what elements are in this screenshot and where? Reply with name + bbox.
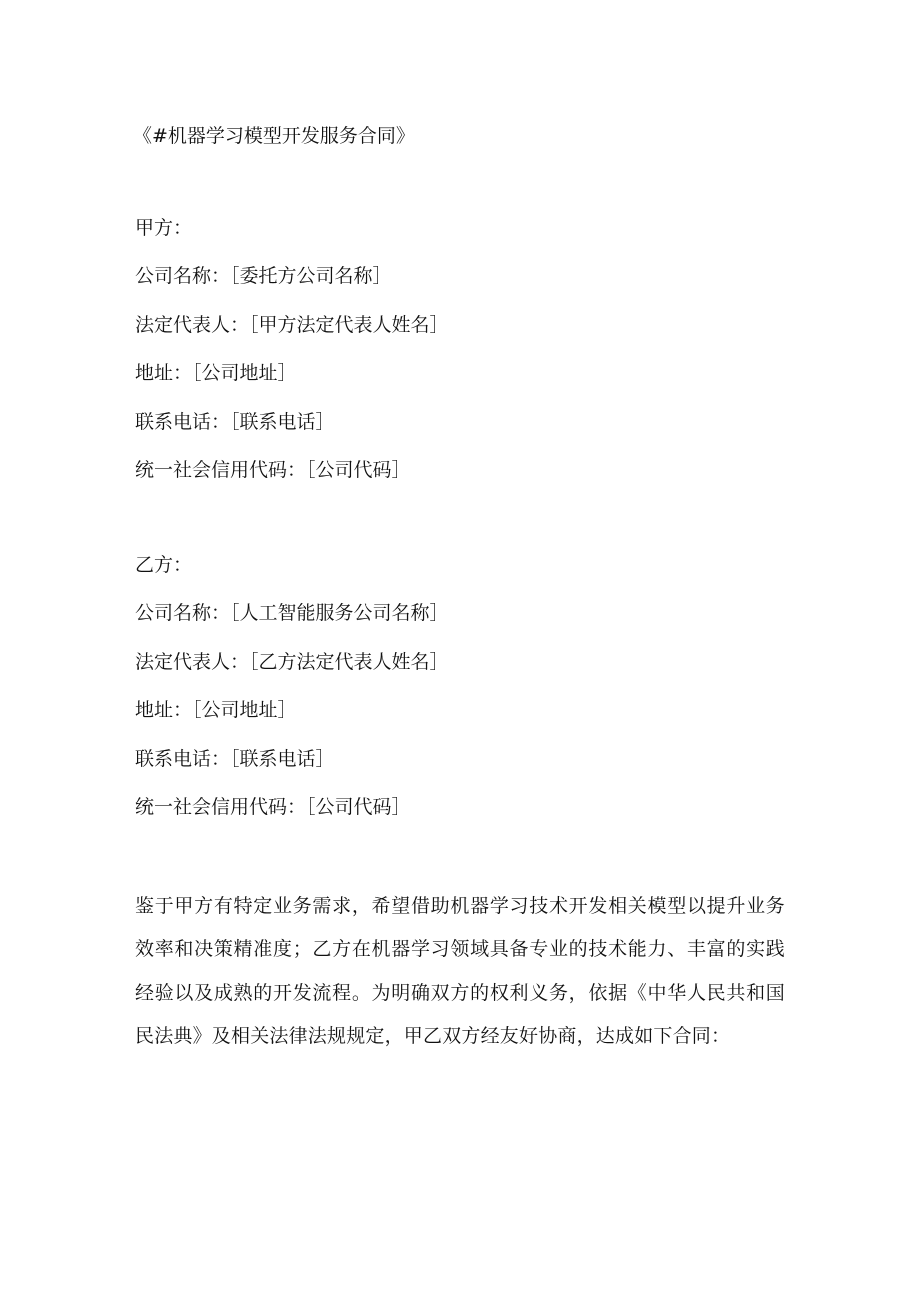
party-b-credit-code: 统一社会信用代码：［公司代码］ <box>135 795 411 818</box>
document-title: 《#机器学习模型开发服务合同》 <box>133 125 415 147</box>
party-a-phone: 联系电话：［联系电话］ <box>135 410 335 433</box>
party-b-phone: 联系电话：［联系电话］ <box>135 747 335 770</box>
party-b-legal-rep: 法定代表人：［乙方法定代表人姓名］ <box>135 650 449 673</box>
party-b-section <box>135 551 835 841</box>
party-a-credit-code: 统一社会信用代码：［公司代码］ <box>135 458 411 481</box>
preamble-paragraph: 鉴于甲方有特定业务需求，希望借助机器学习技术开发相关模型以提升业务效率和决策精准度；乙方在机器学习领域具备专业的技术能力、丰富的实践经验以及成熟的开发流程。为明确双方的权利义务，依据《中华人民共和国民法典》及相关法律法规规定，甲乙双方经友好协商，达成如下合同： <box>135 895 785 1047</box>
party-a-section <box>135 214 835 504</box>
party-a-legal-rep: 法定代表人：［甲方法定代表人姓名］ <box>135 313 449 336</box>
party-b-address: 地址：［公司地址］ <box>135 699 297 722</box>
party-a-address: 地址：［公司地址］ <box>135 362 297 385</box>
party-b-company-name: 公司名称：［人工智能服务公司名称］ <box>135 602 449 625</box>
party-b-heading: 乙方： <box>135 554 193 576</box>
party-a-heading: 甲方： <box>135 217 193 239</box>
party-a-company-name: 公司名称：［委托方公司名称］ <box>135 265 392 288</box>
